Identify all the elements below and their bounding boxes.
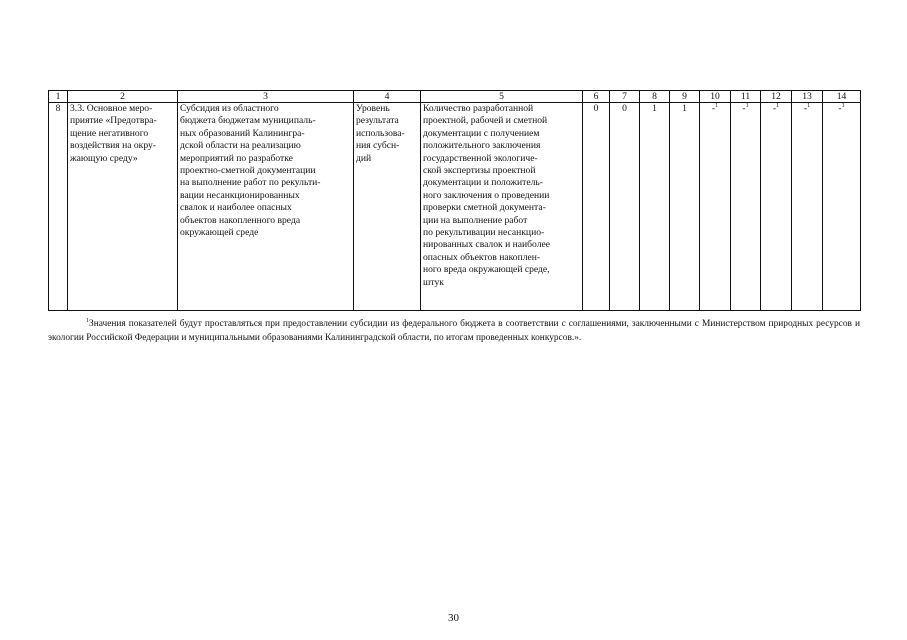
footnote-mark: 1: [86, 318, 89, 324]
indicator-description: Количество разработанной проектной, рабочей и сметной документации с получением положительного заключения государственной экологиче- ской экспертизы проектной документации и положитель- ного заключения о проведении проверки сметной документа- ции на выполнение работ по рекультивации несанкцио- нированных свалок и наиболее опасных объектов накоплен- ного вреда окружающей среде, штук: [421, 103, 583, 311]
column-number: 1: [49, 91, 68, 103]
column-number: 4: [354, 91, 421, 103]
column-number: 7: [610, 91, 640, 103]
column-number: 11: [731, 91, 761, 103]
column-number: 6: [583, 91, 610, 103]
footnote: [48, 317, 860, 345]
dash-cell: -$^1$: [761, 103, 792, 311]
column-number: 14: [823, 91, 861, 103]
column-number-row: [49, 91, 861, 103]
dash-cell: -$^1$: [731, 103, 761, 311]
footnote-text: Значения показателей будут проставляться при предоставлении субсидии из федерального бюджета в соответствии с соглашениями, заключенными с Министерством природных ресурсов и экологии Российской Федерации и муниципальными образованиями Калининградской области, по итогам проведенных конкурсов.».: [48, 319, 860, 343]
dash-cell: -$^1$: [700, 103, 731, 311]
dash-cell: -$^1$: [823, 103, 861, 311]
table-row: [49, 103, 861, 311]
column-number: 10: [700, 91, 731, 103]
value-cell: 0: [610, 103, 640, 311]
page-number: 30: [448, 612, 459, 624]
subsidy-description: Субсидия из областного бюджета бюджетам муниципаль- ных образований Калинингра- дской области на реализацию мероприятий по разработке проектно-сметной документации на выполнение работ по рекульти- вации несанкционированных свалок и наиболее опасных объектов накопленного вреда окружающей среде: [178, 103, 354, 311]
column-number: 9: [670, 91, 700, 103]
value-cell: 1: [670, 103, 700, 311]
value-cell: 0: [583, 103, 610, 311]
indicators-table: [48, 90, 861, 311]
value-cell: 1: [640, 103, 670, 311]
activity-name: 3.3. Основное меро- приятие «Предотвра- щение негативного воздействия на окру- жающую среду»: [68, 103, 178, 311]
column-number: 8: [640, 91, 670, 103]
column-number: 5: [421, 91, 583, 103]
column-number: 12: [761, 91, 792, 103]
row-number: 8: [49, 103, 68, 311]
column-number: 13: [792, 91, 823, 103]
indicator-level: Уровень результата использова- ния субсн- дий: [354, 103, 421, 311]
column-number: 3: [178, 91, 354, 103]
dash-cell: -$^1$: [792, 103, 823, 311]
column-number: 2: [68, 91, 178, 103]
